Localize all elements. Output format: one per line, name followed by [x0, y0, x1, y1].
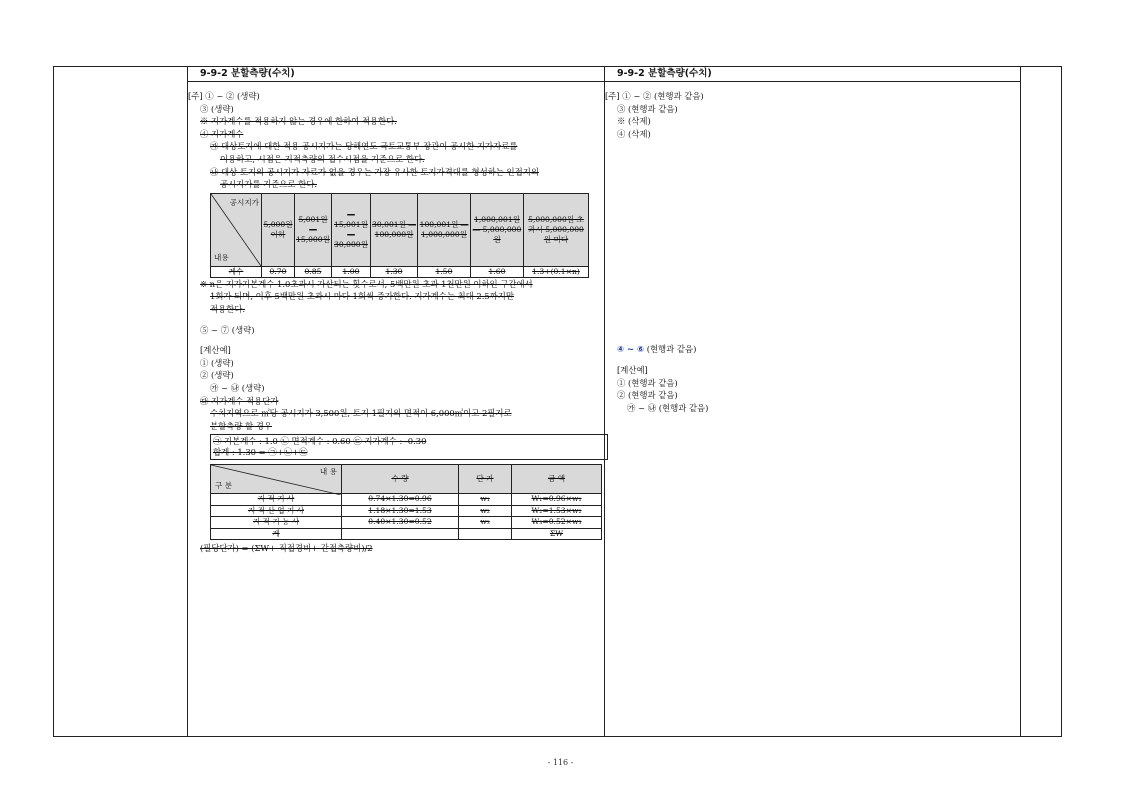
corner-top-label: 내 용: [319, 467, 337, 477]
corner-bottom-label: 내용: [214, 252, 229, 262]
box-line2: 합계 : 1.30 = ㉠+㉡+㉢: [213, 447, 308, 458]
header-cell: 수 량: [342, 465, 459, 494]
coefficient-box: [210, 434, 608, 460]
total-amount: ΣW: [512, 528, 602, 540]
qty-cell: 0.40×1.30=0.52: [342, 517, 459, 529]
value-cell: 1.50: [418, 266, 471, 277]
note-5-7: ⑤ ~ ⑦ (생략): [200, 324, 255, 335]
price-cell: w₂: [459, 505, 512, 517]
header-cell: 단 가: [459, 465, 512, 494]
row-label: 지 적 기 사: [211, 494, 342, 506]
total-row: [211, 528, 602, 540]
header-cell: 1,000,001원 ― 5,000,000원: [471, 193, 524, 266]
calc-da-line1: 수치지역으로 ㎡당 공시지가 3,500원, 토지 1필지의 면적이 6,000㎡이고 2필지로: [210, 408, 512, 419]
formula: (필당단가) = (ΣW+ 직접경비+ 간접측량비)/2: [200, 543, 373, 554]
value-cell: 1.60: [471, 266, 524, 277]
corner-top-label: 공시지가: [229, 197, 259, 207]
value-cell: 1.30: [371, 266, 418, 277]
note-head: [주] ① ~ ② (생략): [188, 91, 260, 101]
n-note-line1: ※ n은 지가기본계수 1.0초과시 가산되는 횟수로서, 5백만원 초과 1천만원 이하인 구간에서: [200, 278, 533, 289]
note-4-6-marker: ④ ~ ⑥: [617, 344, 645, 355]
table-corner-cell: [211, 193, 262, 266]
note-4-ga-line1: ㉮ 대상토지에 대한 적용 공시지가는 당해연도 국토교통부 장관이 공시한 지가자료를: [210, 141, 518, 152]
calc-ga: ㉮ ~ ㉯ (현행과 같음): [627, 402, 709, 413]
table-row: [211, 494, 602, 506]
calc-da: ㉰ 지가계수 적용단가: [200, 395, 279, 406]
price-cell: w₁: [459, 494, 512, 506]
note-4-6: [605, 343, 1020, 356]
table-corner-cell: [211, 465, 342, 494]
price-cell: w₃: [459, 517, 512, 529]
right-column: [605, 67, 1020, 414]
calc-head: [계산예]: [200, 345, 231, 356]
calc-2: ② (현행과 같음): [617, 390, 678, 401]
box-line1: ㉠ 기본계수 : 1.0 ㉡ 면적계수 : 0.60 ㉢ 지가계수 : -0.30: [213, 436, 427, 447]
value-cell: 0.85: [295, 266, 332, 277]
note-4-na-line2: 공시지가를 기준으로 한다.: [220, 179, 317, 190]
row-label: 지 적 기 능 사: [211, 517, 342, 529]
right-title: 9-9-2 분할측량(수치): [605, 67, 1020, 82]
calc-2: ② (생략): [200, 370, 234, 381]
note-4-na-line1: ㉯ 대상 토지의 공시지가 자료가 없을 경우는 가장 유사한 토지가격대를 형성하는 인접지의: [210, 166, 539, 177]
amount-cell: W₂=1.53×w₂: [512, 505, 602, 517]
calc-ga: ㉮ ~ ㉯ (생략): [210, 382, 265, 393]
calc-head: [계산예]: [617, 364, 648, 375]
note-4-6-text: (현행과 같음): [644, 344, 697, 355]
empty-cell: [342, 528, 459, 540]
n-note-line3: 적용한다.: [210, 303, 246, 314]
note-star: ※ (삭제): [617, 116, 651, 127]
header-cell: 100,001원 ― 1,000,000원: [418, 193, 471, 266]
n-note-line2: 1회가 되며, 이후 5백만원 초과시 마다 1회씩 증가한다. 지가계수는 최대 2.5까지만: [210, 291, 514, 302]
value-cell: 0.70: [262, 266, 295, 277]
qty-cell: 1.18×1.30=1.53: [342, 505, 459, 517]
header-cell: 30,001원 ― 100,000원: [371, 193, 418, 266]
note-3: ③ (생략): [200, 103, 234, 114]
header-cell: ― 15,001원 ― 30,000원: [332, 193, 371, 266]
row-label: 계수: [211, 266, 262, 277]
page-number: - 116 -: [547, 758, 574, 767]
header-cell: 5,000,000원 초과시 5,000,000원 미다: [524, 193, 589, 266]
land-price-coefficient-table: [210, 193, 589, 278]
header-cell: 금 액: [512, 465, 602, 494]
total-label: 계: [211, 528, 342, 540]
empty-cell: [459, 528, 512, 540]
amount-cell: W₁=0.96×w₁: [512, 494, 602, 506]
page-frame: [53, 66, 1062, 737]
left-title: 9-9-2 분할측량(수치): [188, 67, 604, 82]
qty-cell: 0.74×1.30=0.96: [342, 494, 459, 506]
calc-1: ① (현행과 같음): [617, 377, 678, 388]
cost-table: [210, 464, 602, 540]
note-4: ④ 지가계수: [200, 128, 244, 139]
note-head: [주] ① ~ ② (현행과 같음): [605, 91, 704, 101]
table-row: [211, 517, 602, 529]
left-column: [188, 67, 604, 555]
header-cell: 5,000원 이하: [262, 193, 295, 266]
calc-1: ① (생략): [200, 357, 234, 368]
note-3: ③ (현행과 같음): [617, 103, 678, 114]
header-cell: 5,001원 ― 15,000원: [295, 193, 332, 266]
table-row: [211, 505, 602, 517]
row-label: 지 적 산 업 기 사: [211, 505, 342, 517]
note-4: ④ (삭제): [617, 128, 651, 139]
note-4-ga-line2: 이용하고, 시점은 지적측량의 접수시점을 기준으로 한다.: [220, 153, 425, 164]
column-divider: [1020, 67, 1021, 736]
calc-da-line2: 분할측량 할 경우: [210, 420, 272, 431]
value-cell: 1.00: [332, 266, 371, 277]
note-star: ※ 지가계수를 적용하지 않는 경우에 한하여 적용한다.: [200, 116, 397, 127]
corner-bottom-label: 구 분: [215, 480, 233, 490]
value-cell: 1.3+(0.1×n): [524, 266, 589, 277]
amount-cell: W₃=0.52×w₃: [512, 517, 602, 529]
